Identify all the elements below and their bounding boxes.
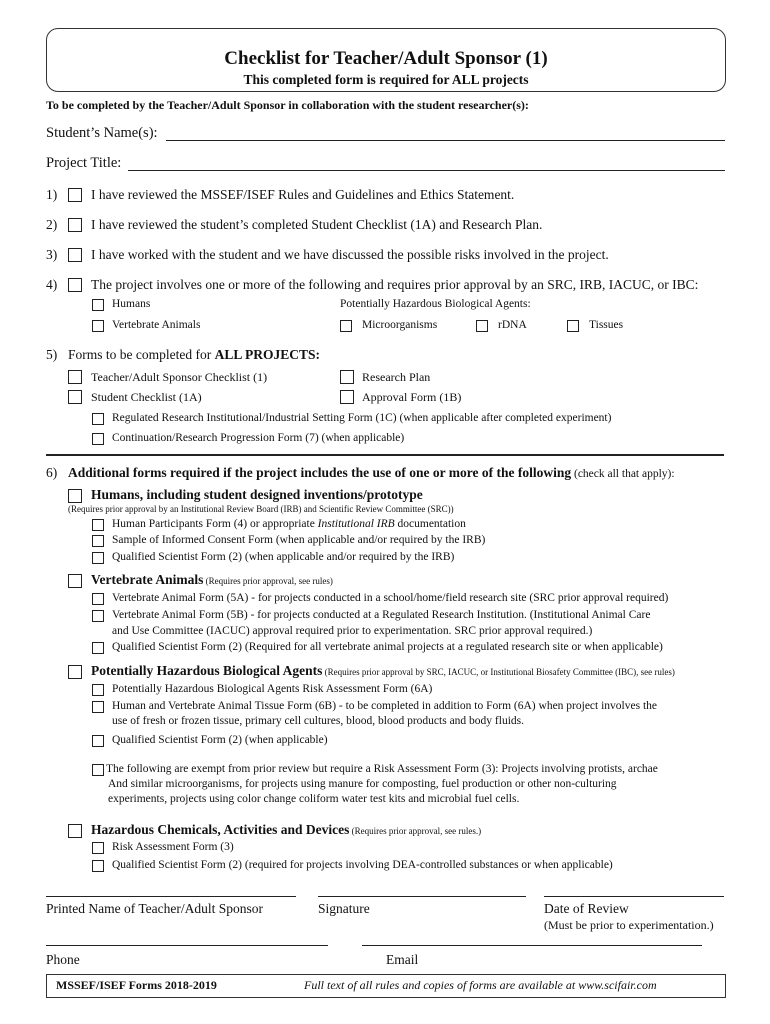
humans-qualified-scientist-label: Qualified Scientist Form (2) (when applicable and/or required by the IRB) — [112, 551, 455, 563]
item-6-heading: Additional forms required if the project includes the use of one or more of the following (check all that apply): — [68, 465, 675, 480]
intro-text: To be completed by the Teacher/Adult Sponsor in collaboration with the student researcher(s): — [46, 98, 529, 112]
research-plan-label: Research Plan — [362, 370, 431, 384]
microorganisms-checkbox[interactable] — [340, 320, 352, 332]
phba-exempt-line3: experiments, projects using color change coliform water test kits and microbial fuel cells. — [108, 793, 520, 805]
signature-field[interactable] — [318, 896, 526, 897]
hazardous-qualified-scientist-label: Qualified Scientist Form (2) (required for projects involving DEA-controlled substances or when applicable) — [112, 859, 613, 871]
regulated-form-label: Regulated Research Institutional/Industrial Setting Form (1C) (when applicable after completed experiment) — [112, 412, 612, 424]
risk-assessment-label: Risk Assessment Form (3) — [112, 841, 234, 853]
students-name-label: Student’s Name(s): — [46, 125, 158, 141]
footer-forms-year: MSSEF/ISEF Forms 2018-2019 — [56, 978, 217, 992]
item-1-number: 1) — [46, 187, 58, 202]
item-2-text: I have reviewed the student’s completed Student Checklist (1A) and Research Plan. — [91, 217, 543, 232]
vertebrate-qualified-scientist-label: Qualified Scientist Form (2) (Required for all vertebrate animal projects at a regulated research site or when applicable) — [112, 641, 663, 653]
rdna-checkbox[interactable] — [476, 320, 488, 332]
item-4-text: The project involves one or more of the following and requires prior approval by an SRC, IRB, IACUC, or IBC: — [91, 277, 699, 292]
informed-consent-label: Sample of Informed Consent Form (when applicable and/or required by the IRB) — [112, 534, 486, 546]
phba-6a-checkbox[interactable] — [92, 684, 104, 696]
printed-name-label: Printed Name of Teacher/Adult Sponsor — [46, 901, 264, 916]
email-label: Email — [386, 952, 419, 967]
phba-qualified-scientist-label: Qualified Scientist Form (2) (when applicable) — [112, 734, 328, 746]
form-subtitle: This completed form is required for ALL projects — [243, 72, 529, 87]
form-title: Checklist for Teacher/Adult Sponsor (1) — [224, 48, 548, 69]
item-2-checkbox[interactable] — [68, 218, 82, 232]
phba-6a-label: Potentially Hazardous Biological Agents Risk Assessment Form (6A) — [112, 683, 433, 695]
approval-form-checkbox[interactable] — [340, 390, 354, 404]
email-field[interactable] — [362, 945, 702, 946]
vertebrate-5a-label: Vertebrate Animal Form (5A) - for projects conducted in a school/home/field research site (SRC prior approval required) — [112, 592, 669, 604]
continuation-form-label: Continuation/Research Progression Form (7) (when applicable) — [112, 432, 405, 444]
phba-exempt-checkbox[interactable] — [92, 764, 104, 776]
continuation-form-checkbox[interactable] — [92, 433, 104, 445]
approval-form-label: Approval Form (1B) — [362, 390, 462, 404]
vertebrate-label: Vertebrate Animals — [112, 319, 201, 331]
item-6-number: 6) — [46, 465, 58, 480]
humans-section-note: (Requires prior approval by an Institutional Review Board (IRB) and Scientific Review Committee (SRC)) — [68, 504, 454, 514]
item-5-number: 5) — [46, 347, 58, 362]
phba-exempt-line1: The following are exempt from prior review but require a Risk Assessment Form (3): Projects involving protists, archae — [106, 763, 658, 775]
phba-exempt-line2: And similar microorganisms, for projects using manure for composting, fuel production or other non-culturing — [108, 778, 617, 790]
humans-label: Humans — [112, 298, 151, 310]
item-5-heading: Forms to be completed for ALL PROJECTS: — [68, 347, 321, 362]
student-checklist-label: Student Checklist (1A) — [91, 390, 202, 404]
vertebrate-section-heading: Vertebrate Animals (Requires prior approval, see rules) — [91, 572, 333, 587]
students-name-field[interactable] — [166, 140, 725, 141]
vertebrate-5b-label-line2: and Use Committee (IACUC) approval required prior to experimentation. SRC prior approval required.) — [112, 625, 593, 637]
item-3-checkbox[interactable] — [68, 248, 82, 262]
rdna-label: rDNA — [498, 319, 527, 331]
phone-field[interactable] — [46, 945, 328, 946]
sponsor-checklist-checkbox[interactable] — [68, 370, 82, 384]
phba-6b-label-line1: Human and Vertebrate Animal Tissue Form (6B) - to be completed in addition to Form (6A) when project involves the — [112, 700, 657, 712]
student-checklist-checkbox[interactable] — [68, 390, 82, 404]
item-1-text: I have reviewed the MSSEF/ISEF Rules and Guidelines and Ethics Statement. — [91, 187, 515, 202]
humans-qualified-scientist-checkbox[interactable] — [92, 552, 104, 564]
printed-name-field[interactable] — [46, 896, 296, 897]
hazardous-section-heading: Hazardous Chemicals, Activities and Devices (Requires prior approval, see rules.) — [91, 822, 482, 837]
item-4-number: 4) — [46, 277, 58, 292]
humans-checkbox[interactable] — [92, 299, 104, 311]
item-3-number: 3) — [46, 247, 58, 262]
regulated-form-checkbox[interactable] — [92, 413, 104, 425]
humans-section-checkbox[interactable] — [68, 489, 82, 503]
human-participants-checkbox[interactable] — [92, 519, 104, 531]
date-of-review-note: (Must be prior to experimentation.) — [544, 918, 714, 932]
vertebrate-checkbox[interactable] — [92, 320, 104, 332]
date-of-review-label: Date of Review — [544, 901, 629, 916]
risk-assessment-checkbox[interactable] — [92, 842, 104, 854]
microorganisms-label: Microorganisms — [362, 319, 438, 331]
item-3-text: I have worked with the student and we have discussed the possible risks involved in the project. — [91, 247, 609, 262]
project-title-field[interactable] — [128, 170, 725, 171]
signature-label: Signature — [318, 901, 370, 916]
vertebrate-section-checkbox[interactable] — [68, 574, 82, 588]
section-divider — [46, 454, 724, 456]
date-of-review-field[interactable] — [544, 896, 724, 897]
vertebrate-qualified-scientist-checkbox[interactable] — [92, 642, 104, 654]
sponsor-checklist-label: Teacher/Adult Sponsor Checklist (1) — [91, 370, 268, 384]
hazardous-section-checkbox[interactable] — [68, 824, 82, 838]
hazardous-qualified-scientist-checkbox[interactable] — [92, 860, 104, 872]
phba-qualified-scientist-checkbox[interactable] — [92, 735, 104, 747]
vertebrate-5b-checkbox[interactable] — [92, 610, 104, 622]
phba-6b-label-line2: use of fresh or frozen tissue, primary cell cultures, blood, blood products and body fluids. — [112, 715, 524, 727]
vertebrate-5b-label-line1: Vertebrate Animal Form (5B) - for projects conducted at a Regulated Research Institution. (Institutional Animal Care — [112, 609, 651, 621]
humans-section-heading: Humans, including student designed inventions/prototype — [91, 487, 423, 502]
human-participants-label: Human Participants Form (4) or appropriate Institutional IRB documentation — [112, 518, 466, 530]
item-2-number: 2) — [46, 217, 58, 232]
phone-label: Phone — [46, 952, 80, 967]
footer-note: Full text of all rules and copies of forms are available at www.scifair.com — [304, 978, 657, 992]
tissues-label: Tissues — [589, 319, 624, 331]
project-title-label: Project Title: — [46, 155, 122, 171]
tissues-checkbox[interactable] — [567, 320, 579, 332]
phba-label: Potentially Hazardous Biological Agents: — [340, 298, 531, 310]
vertebrate-5a-checkbox[interactable] — [92, 593, 104, 605]
informed-consent-checkbox[interactable] — [92, 535, 104, 547]
phba-section-heading: Potentially Hazardous Biological Agents (Requires prior approval by SRC, IACUC, or Institutional Biosafety Committee (IBC), see rules) — [91, 663, 675, 678]
research-plan-checkbox[interactable] — [340, 370, 354, 384]
item-4-checkbox[interactable] — [68, 278, 82, 292]
phba-section-checkbox[interactable] — [68, 665, 82, 679]
item-1-checkbox[interactable] — [68, 188, 82, 202]
phba-6b-checkbox[interactable] — [92, 701, 104, 713]
